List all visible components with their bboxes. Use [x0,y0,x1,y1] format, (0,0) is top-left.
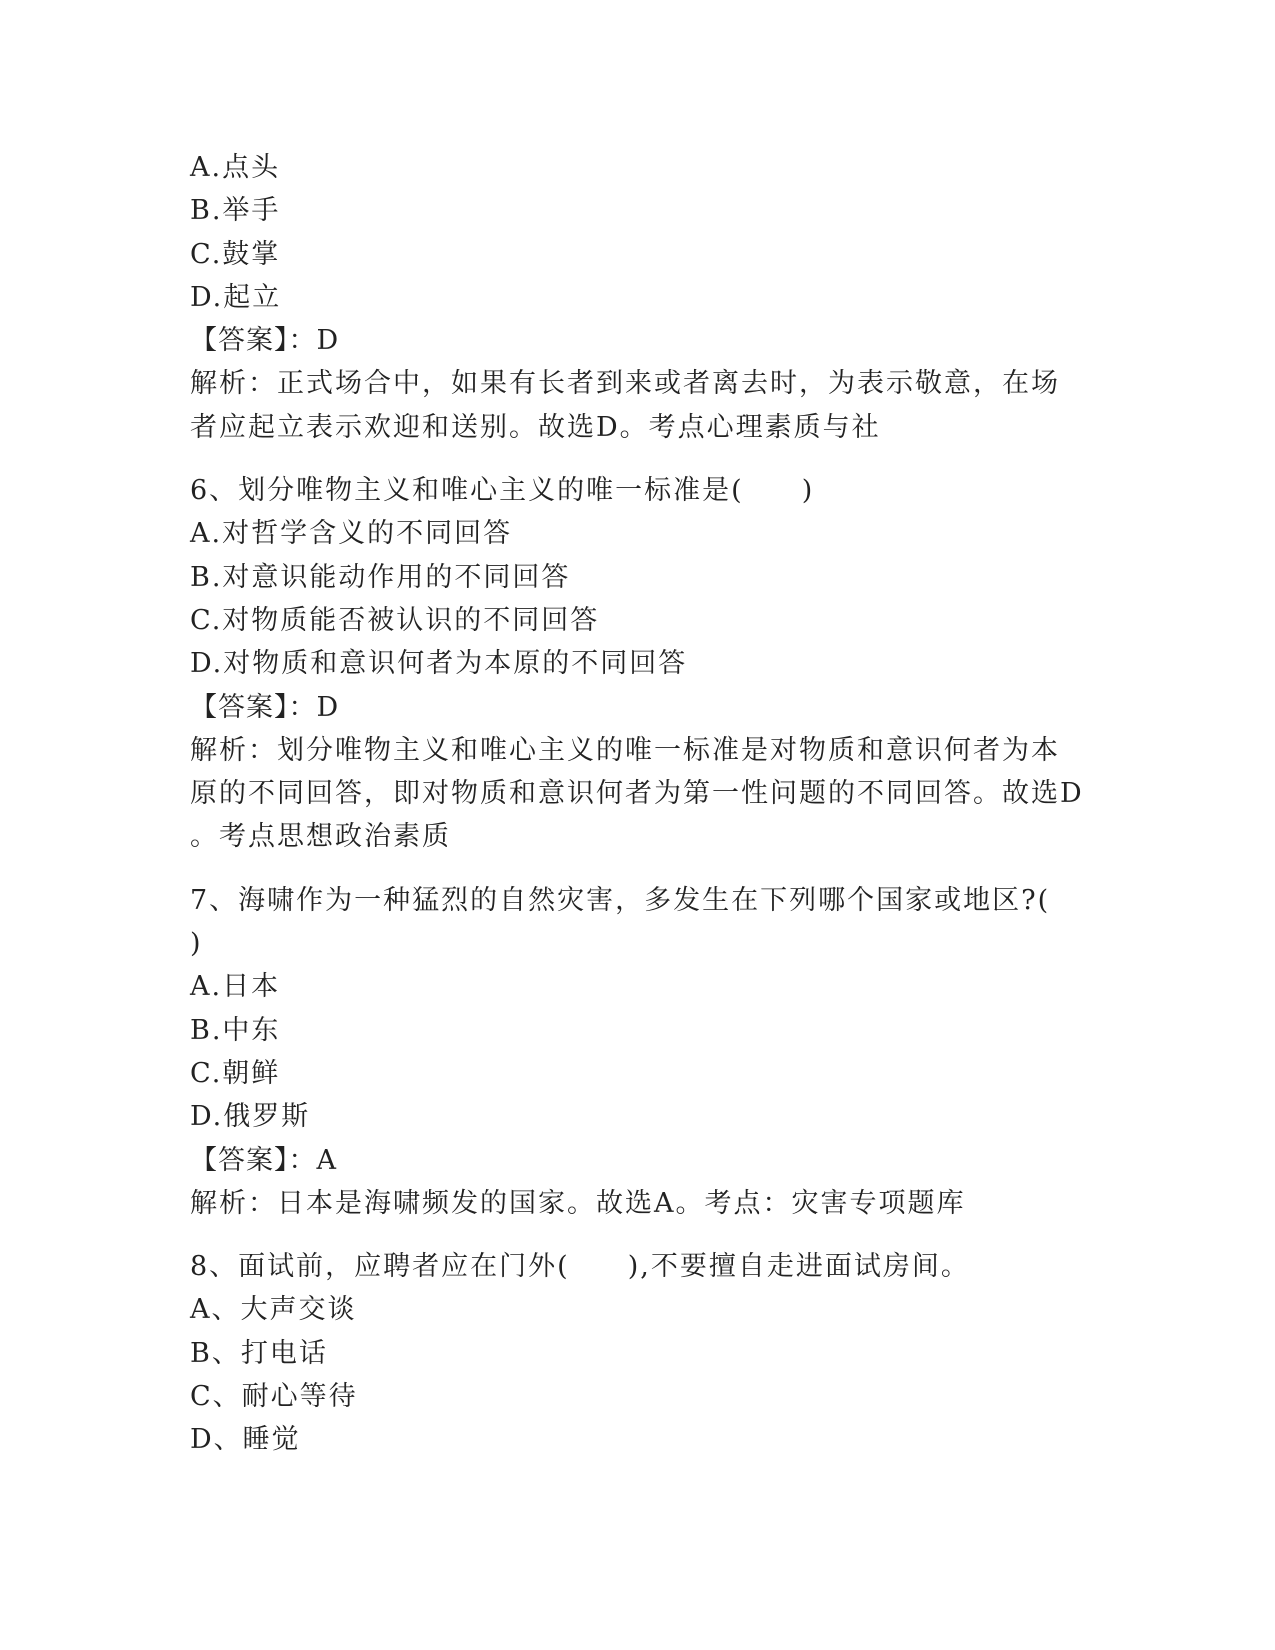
question-8-block [190,1245,1090,1461]
option-b: B.对意识能动作用的不同回答 [190,561,571,593]
question-stem: 8、面试前，应聘者应在门外( ),不要擅自走进面试房间。 [190,1251,970,1283]
option-b: B.举手 [190,195,281,227]
option-c: C.朝鲜 [190,1057,281,1089]
question-7-block [190,879,1090,1225]
explanation-line: 。考点思想政治素质 [190,821,451,853]
option-d: D.对物质和意识何者为本原的不同回答 [190,648,688,680]
option-b: B.中东 [190,1014,281,1046]
answer-key: 【答案】：D [190,325,340,357]
explanation-line: 者应起立表示欢迎和送别。故选D。考点心理素质与社 [190,411,881,443]
explanation-line: 原的不同回答，即对物质和意识何者为第一性问题的不同回答。故选D [190,778,1084,810]
question-stem: 6、划分唯物主义和唯心主义的唯一标准是( ) [190,475,815,507]
option-b: B、打电话 [190,1337,328,1369]
explanation-line: 解析：正式场合中，如果有长者到来或者离去时，为表示敬意，在场 [190,368,1060,400]
option-a: A.日本 [190,971,281,1003]
question-stem-continued: ) [190,928,203,960]
option-a: A、大声交谈 [190,1294,357,1326]
option-d: D.俄罗斯 [190,1101,311,1133]
answer-key: 【答案】：D [190,691,340,723]
option-d: D、睡觉 [190,1424,301,1456]
answer-key: 【答案】：A [190,1144,337,1176]
explanation-line: 解析：日本是海啸频发的国家。故选A。考点：灾害专项题库 [190,1187,966,1219]
question-stem: 7、海啸作为一种猛烈的自然灾害，多发生在下列哪个国家或地区?( [190,884,1051,916]
question-6-block [190,469,1090,859]
document-body [190,146,1090,1462]
option-d: D.起立 [190,281,282,313]
option-c: C.对物质能否被认识的不同回答 [190,604,600,636]
question-5-block [190,146,1090,449]
option-a: A.对哲学含义的不同回答 [190,518,513,550]
explanation-line: 解析：划分唯物主义和唯心主义的唯一标准是对物质和意识何者为本 [190,734,1060,766]
option-a: A.点头 [190,152,281,183]
option-c: C.鼓掌 [190,238,281,270]
option-c: C、耐心等待 [190,1381,358,1413]
